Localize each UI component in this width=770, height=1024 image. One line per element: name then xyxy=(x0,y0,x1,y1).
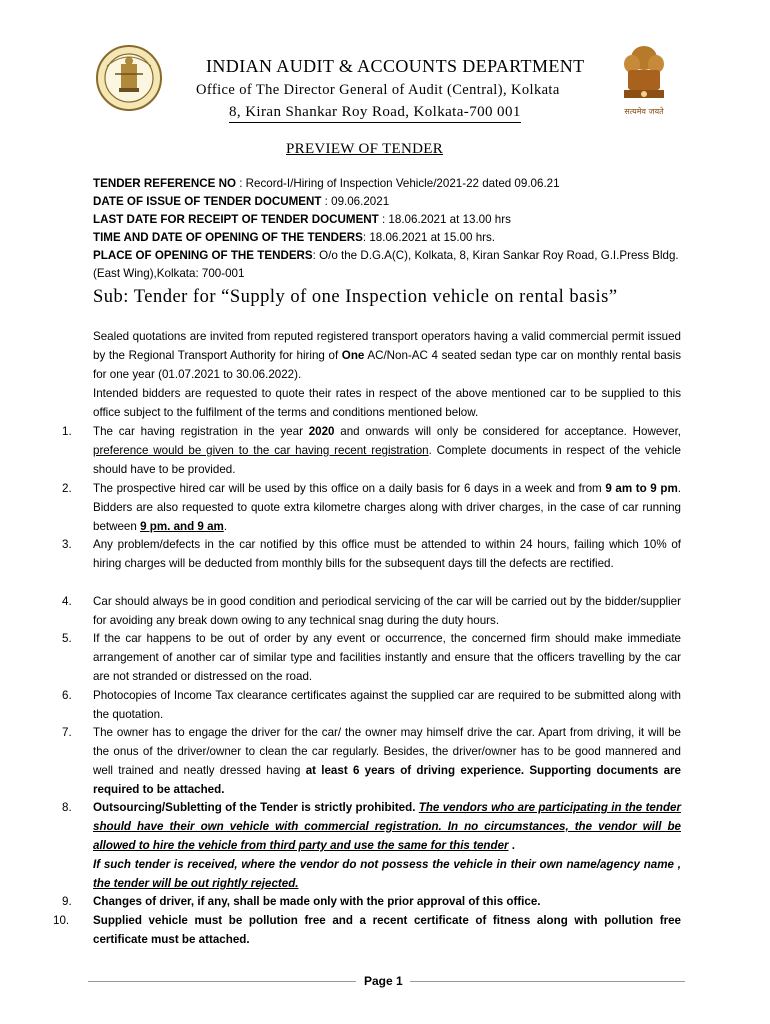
condition-item-8 xyxy=(93,798,681,893)
opening-place-value: : O/o the D.G.A(C), Kolkata, 8, Kiran Sankar Roy Road, G.I.Press Bldg. (East Wing),Kolkata: 700-001 xyxy=(93,249,679,280)
item-8-rejection: the tender will be out rightly rejected. xyxy=(93,877,299,890)
item-number: 10. xyxy=(53,914,70,927)
footer-divider-right xyxy=(410,981,685,982)
condition-item-1 xyxy=(93,422,681,479)
item-2-extra-hours: 9 pm. and 9 am xyxy=(140,520,224,533)
condition-item-6: Photocopies of Income Tax clearance certificates against the supplied car are required to be submitted along with the quotation. xyxy=(93,689,681,721)
item-number: 6. xyxy=(62,689,72,702)
condition-item-4: Car should always be in good condition and periodical servicing of the car will be carried out by the bidder/supplier for avoiding any break down owing to any technical snag during the duty hours. xyxy=(93,595,681,627)
condition-item-7 xyxy=(93,723,681,799)
issue-date-value: : 09.06.2021 xyxy=(321,195,390,208)
item-number: 5. xyxy=(62,632,72,645)
department-title: INDIAN AUDIT & ACCOUNTS DEPARTMENT xyxy=(206,56,585,76)
item-7-text: The owner has to engage the driver for the car/ the owner may himself drive the car. Apart from driving, it will be the onus of the driver/owner to clean the car regularly. Besides, the driver/owner has to be good mannered and well trained and neatly dressed having xyxy=(93,726,681,777)
item-1-text-3: . Complete documents in respect of the vehicle should have to be provided. xyxy=(93,444,681,476)
item-1-preference: preference would be given to the car having recent registration xyxy=(93,444,429,457)
opening-place-row xyxy=(93,247,693,283)
condition-item-10: Supplied vehicle must be pollution free and a recent certificate of fitness along with pollution free certificate must be attached. xyxy=(93,914,681,946)
item-number: 9. xyxy=(62,895,72,908)
opening-date-row xyxy=(93,229,693,247)
footer-divider-left xyxy=(88,981,356,982)
issue-date-label: DATE OF ISSUE OF TENDER DOCUMENT xyxy=(93,195,322,208)
item-1-text-2: and onwards will only be considered for acceptance. However, xyxy=(334,425,682,438)
item-number: 7. xyxy=(62,726,72,739)
office-address: 8, Kiran Shankar Roy Road, Kolkata-700 001 xyxy=(229,104,521,123)
tender-reference-row xyxy=(93,175,693,193)
opening-date-label: TIME AND DATE OF OPENING OF THE TENDERS xyxy=(93,231,363,244)
opening-place-label: PLACE OF OPENING OF THE TENDERS xyxy=(93,249,313,262)
item-1-year: 2020 xyxy=(308,425,335,438)
intro-text-2: AC/Non-AC 4 seated sedan type car on monthly rental basis for one year (01.07.2021 to 30.06.2022). xyxy=(93,349,681,381)
opening-date-value: : 18.06.2021 at 15.00 hrs. xyxy=(362,231,496,244)
national-emblem-logo xyxy=(614,40,674,120)
condition-item-2 xyxy=(93,479,681,536)
last-date-row xyxy=(93,211,693,229)
item-2-text-3: . xyxy=(223,520,228,533)
item-8-prohibition: Outsourcing/Subletting of the Tender is strictly prohibited xyxy=(93,801,413,814)
item-8-sep: . xyxy=(412,801,419,814)
item-2-text-2: . Bidders are also requested to quote extra kilometre charges along with driver charges, in the case of car running between xyxy=(93,482,681,533)
tender-reference-label: TENDER REFERENCE NO xyxy=(93,177,237,190)
last-date-label: LAST DATE FOR RECEIPT OF TENDER DOCUMENT xyxy=(93,213,379,226)
intro-text-1: Sealed quotations are invited from reputed registered transport operators having a valid commercial permit issued by the Regional Transport Authority for hiring of xyxy=(93,330,681,362)
last-date-value: : 18.06.2021 at 13.00 hrs xyxy=(378,213,511,226)
office-name: Office of The Director General of Audit (Central), Kolkata xyxy=(196,82,560,98)
item-2-text: The prospective hired car will be used by this office on a daily basis for 6 days in a week and from xyxy=(93,482,606,495)
item-number: 1. xyxy=(62,425,72,438)
item-number: 4. xyxy=(62,595,72,608)
intro-paragraph xyxy=(93,327,681,384)
condition-item-9: Changes of driver, if any, shall be made only with the prior approval of this office. xyxy=(93,895,541,908)
intro-paragraph-2: Intended bidders are requested to quote their rates in respect of the above mentioned car to be supplied to this office subject to the fulfilment of the terms and conditions mentioned below. xyxy=(93,387,681,419)
item-number: 8. xyxy=(62,801,72,814)
condition-item-5: If the car happens to be out of order by any event or occurrence, the concerned firm should make immediate arrangement of another car of similar type and facilities instantly and ensure that the officers travelling by the car are not stranded or distressed on the road. xyxy=(93,632,681,683)
tender-reference-value: : Record-I/Hiring of Inspection Vehicle/2021-22 dated 09.06.21 xyxy=(236,177,560,190)
emblem-motto: सत्यमेव जयते xyxy=(624,107,664,116)
item-1-text: The car having registration in the year xyxy=(93,425,309,438)
item-8-vendor-rule: The vendors who are participating in the tender should have their own vehicle with commercial registration. In no circumstances, the vendor will be allowed to hire the vehicle from third party and use the same for this tender xyxy=(93,801,681,852)
item-8-rejection-condition: If such tender is received, where the vendor do not possess the vehicle in their own name/agency name , xyxy=(93,858,681,871)
condition-item-3: Any problem/defects in the car notified by this office must be attended to within 24 hours, failing which 10% of hiring charges will be deducted from monthly bills for the subsequent days till the defects are rectified. xyxy=(93,538,681,570)
audit-department-seal-logo xyxy=(95,44,163,112)
item-8-sep-2: . xyxy=(508,839,515,852)
tender-details xyxy=(93,175,693,283)
document-title: PREVIEW OF TENDER xyxy=(286,141,444,157)
intro-text-one: One xyxy=(341,349,365,362)
subject-line: Sub: Tender for “Supply of one Inspection vehicle on rental basis” xyxy=(93,287,618,307)
issue-date-row xyxy=(93,193,693,211)
item-number: 3. xyxy=(62,538,72,551)
item-number: 2. xyxy=(62,482,72,495)
page-number: Page 1 xyxy=(364,974,403,988)
item-2-hours: 9 am to 9 pm xyxy=(605,482,678,495)
item-7-experience: at least 6 years of driving experience. Supporting documents are required to be attached. xyxy=(93,764,681,796)
